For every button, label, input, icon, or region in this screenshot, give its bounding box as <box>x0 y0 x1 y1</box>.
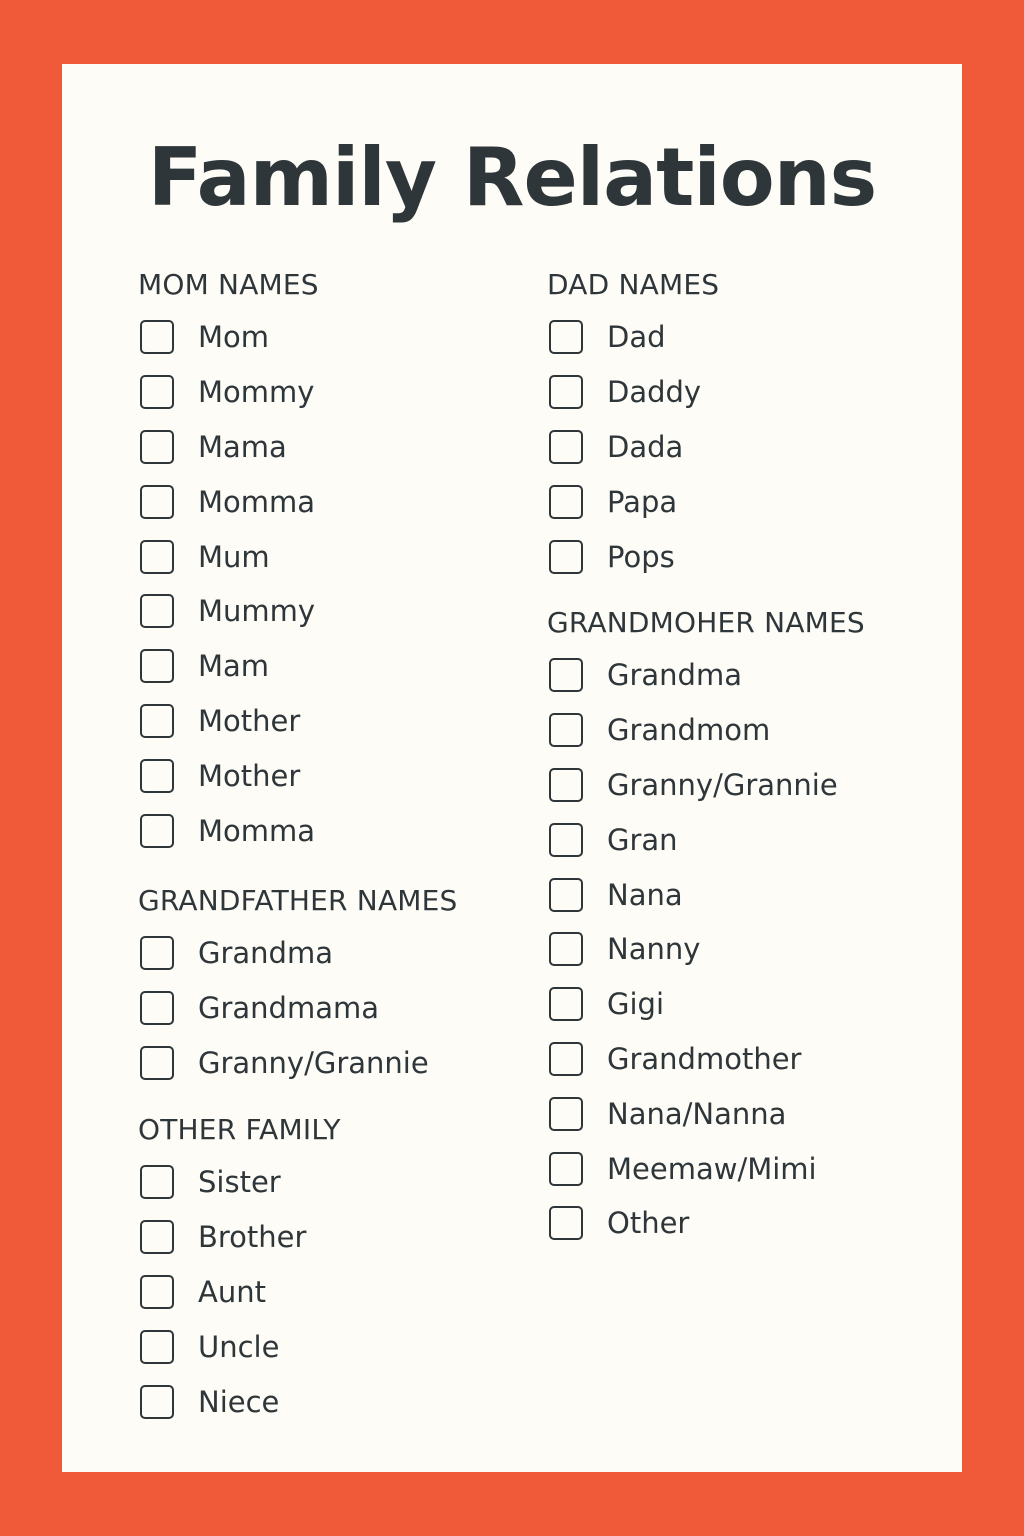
checklist-item-label: Daddy <box>607 375 702 410</box>
checkbox[interactable] <box>549 932 583 966</box>
checklist-item <box>547 703 865 758</box>
checklist-item <box>138 639 319 694</box>
checklist-item-label: Grandmother <box>607 1041 802 1076</box>
checkbox[interactable] <box>549 485 583 519</box>
checklist-item-label: Niece <box>198 1384 280 1419</box>
checklist-item <box>547 922 865 977</box>
grandfather-names-heading: GRANDFATHER NAMES <box>138 884 458 917</box>
checkbox[interactable] <box>140 1165 174 1199</box>
checkbox[interactable] <box>140 991 174 1025</box>
checkbox[interactable] <box>549 878 583 912</box>
checkbox[interactable] <box>140 1220 174 1254</box>
checkbox[interactable] <box>549 320 583 354</box>
checklist-item <box>547 648 865 703</box>
checklist-item-label: Grandmama <box>198 991 379 1026</box>
checkbox[interactable] <box>140 1275 174 1309</box>
checkbox[interactable] <box>549 823 583 857</box>
checklist-item <box>138 474 319 529</box>
checkbox[interactable] <box>140 540 174 574</box>
checklist-item <box>138 1210 341 1265</box>
checkbox[interactable] <box>549 540 583 574</box>
checklist-item <box>547 1141 865 1196</box>
checkbox[interactable] <box>140 759 174 793</box>
checklist-item <box>547 474 719 529</box>
checkbox[interactable] <box>140 375 174 409</box>
checkbox[interactable] <box>549 375 583 409</box>
checklist-item <box>138 1265 341 1320</box>
checklist-item <box>138 926 458 981</box>
checklist-item <box>138 529 319 584</box>
checklist-item-label: Granny/Grannie <box>198 1045 429 1080</box>
checkbox[interactable] <box>140 485 174 519</box>
checklist-item-label: Nana/Nanna <box>607 1096 787 1131</box>
checklist-item-label: Dad <box>607 320 666 355</box>
checkbox[interactable] <box>549 1206 583 1240</box>
checkbox[interactable] <box>140 936 174 970</box>
checkbox[interactable] <box>549 658 583 692</box>
checklist-item <box>138 748 319 803</box>
checkbox[interactable] <box>140 814 174 848</box>
checklist-item-label: Mum <box>198 539 270 574</box>
grandmother-names-heading: GRANDMOHER NAMES <box>547 606 865 639</box>
checklist-item-label: Pops <box>607 539 675 574</box>
checklist-item <box>547 310 719 365</box>
checklist-item <box>138 981 458 1036</box>
checklist-item-label: Mommy <box>198 375 315 410</box>
checkbox[interactable] <box>549 1042 583 1076</box>
checklist-item-label: Dada <box>607 429 684 464</box>
checklist-item <box>547 1032 865 1087</box>
checklist-item-label: Momma <box>198 813 316 848</box>
checklist-item <box>547 812 865 867</box>
checklist-item-label: Uncle <box>198 1329 280 1364</box>
checklist-item-label: Nanny <box>607 932 701 967</box>
checklist-item <box>138 1319 341 1374</box>
checklist-item-label: Sister <box>198 1165 281 1200</box>
checklist-item <box>138 1155 341 1210</box>
checklist-item-label: Mam <box>198 649 270 684</box>
checkbox[interactable] <box>140 320 174 354</box>
checklist-item-label: Meemaw/Mimi <box>607 1151 817 1186</box>
checklist-item <box>547 420 719 475</box>
checklist-item-label: Gran <box>607 822 678 857</box>
checklist-item <box>138 584 319 639</box>
checklist-item <box>547 867 865 922</box>
checklist-item-label: Aunt <box>198 1274 266 1309</box>
checkbox[interactable] <box>140 649 174 683</box>
checklist-item-label: Mummy <box>198 594 316 629</box>
checklist-item-label: Mom <box>198 320 270 355</box>
dad-names-heading: DAD NAMES <box>547 268 720 301</box>
checklist-item-label: Grandma <box>198 936 333 971</box>
checklist-item-label: Brother <box>198 1220 307 1255</box>
checkbox[interactable] <box>549 987 583 1021</box>
checklist-item-label: Gigi <box>607 987 664 1022</box>
checklist-item-label: Mother <box>198 703 301 738</box>
other-family-heading: OTHER FAMILY <box>138 1113 341 1146</box>
checklist-item-label: Granny/Grannie <box>607 767 838 802</box>
mom-names-heading: MOM NAMES <box>138 268 319 301</box>
checkbox[interactable] <box>140 430 174 464</box>
checklist-item <box>547 1196 865 1251</box>
checkbox[interactable] <box>549 713 583 747</box>
checklist-item-label: Grandma <box>607 658 742 693</box>
page-title: Family Relations <box>147 131 877 224</box>
checklist-item <box>138 310 319 365</box>
checkbox[interactable] <box>549 430 583 464</box>
checklist-item-label: Mama <box>198 429 287 464</box>
checklist-item-label: Momma <box>198 484 316 519</box>
checkbox[interactable] <box>140 1330 174 1364</box>
checklist-item <box>138 420 319 475</box>
checklist-item <box>138 365 319 420</box>
other-family-section <box>138 1113 341 1429</box>
checkbox[interactable] <box>549 768 583 802</box>
checklist-item <box>138 803 319 858</box>
checklist-item <box>138 694 319 749</box>
grandfather-names-section <box>138 884 458 1090</box>
mom-names-section <box>138 268 319 858</box>
checklist-item-label: Nana <box>607 877 683 912</box>
checklist-item-label: Papa <box>607 484 678 519</box>
checklist-item <box>138 1036 458 1091</box>
checklist-item <box>547 529 719 584</box>
checklist-item <box>547 365 719 420</box>
grandmother-names-section <box>547 606 865 1251</box>
checkbox[interactable] <box>140 1046 174 1080</box>
checklist-item <box>547 977 865 1032</box>
checkbox[interactable] <box>140 704 174 738</box>
checklist-item <box>547 758 865 813</box>
checkbox[interactable] <box>140 594 174 628</box>
checklist-item <box>138 1374 341 1429</box>
checklist-item <box>547 1086 865 1141</box>
checkbox[interactable] <box>549 1152 583 1186</box>
checkbox[interactable] <box>140 1385 174 1419</box>
checklist-item-label: Grandmom <box>607 713 771 748</box>
checklist-item-label: Other <box>607 1206 690 1241</box>
checklist-item-label: Mother <box>198 758 301 793</box>
checkbox[interactable] <box>549 1097 583 1131</box>
dad-names-section <box>547 268 719 584</box>
